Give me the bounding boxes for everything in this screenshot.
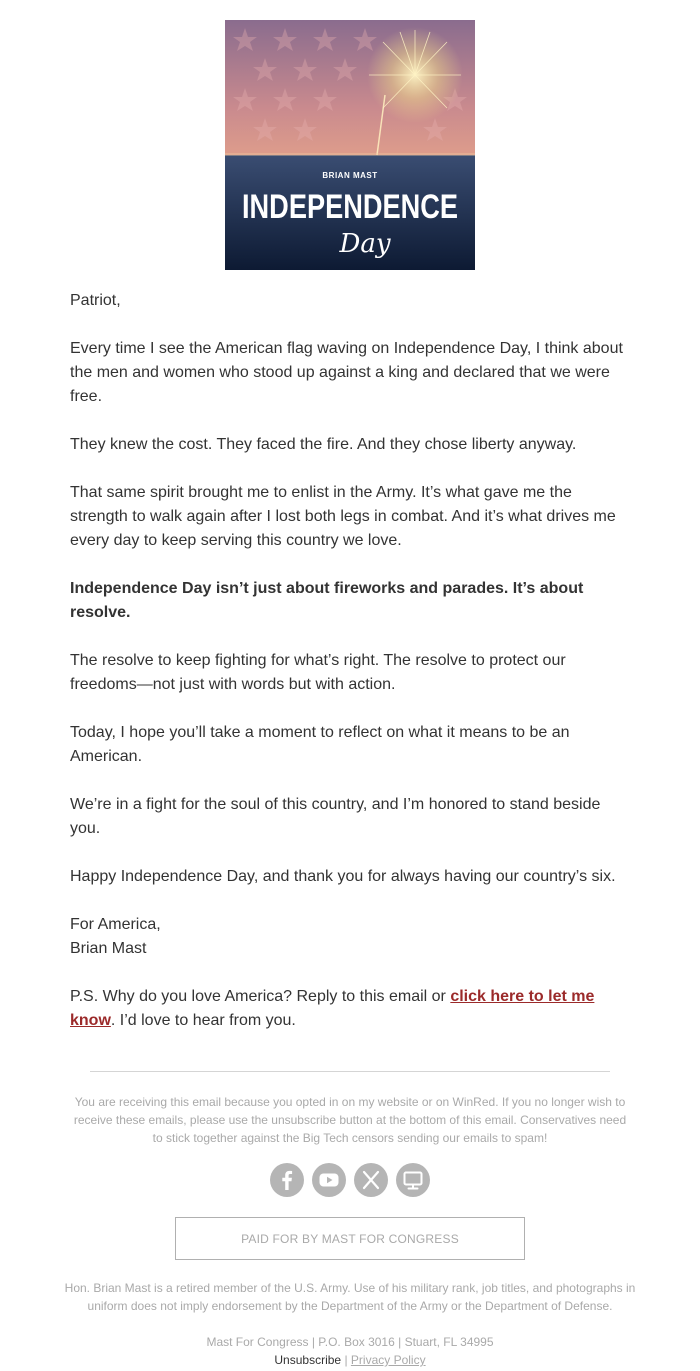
letter-content <box>70 289 630 1057</box>
unsubscribe-link[interactable]: Unsubscribe <box>274 1353 342 1367</box>
privacy-policy-link[interactable]: Privacy Policy <box>350 1353 426 1367</box>
postscript <box>70 985 630 1033</box>
social-links <box>270 1163 430 1197</box>
ps-text-end: . I’d love to hear from you. <box>110 1012 296 1029</box>
independence-day-banner <box>225 20 475 270</box>
banner-title: INDEPENDENCE <box>242 188 458 226</box>
opt-in-disclaimer: You are receiving this email because you opted in on my website or on WinRed. If you no longer wish to receive these emails, please use the unsubscribe button at the bottom of this email. Conservatives need to stick together against the Big Tech censors sending our emails to spam! <box>73 1095 627 1145</box>
paragraph-1: Every time I see the American flag waving on Independence Day, I think about the men and women who stood up against a king and declared that we were free. <box>70 340 623 405</box>
army-disclaimer: Hon. Brian Mast is a retired member of the U.S. Army. Use of his military rank, job titles, and photographs in uniform does not imply endorsement by the Department of the Army or the Department of Defense. <box>64 1281 636 1313</box>
banner-brand: BRIAN MAST <box>322 171 378 180</box>
website-link[interactable] <box>396 1163 430 1197</box>
youtube-icon <box>312 1163 346 1197</box>
link-separator: | <box>344 1353 348 1367</box>
x-icon <box>354 1163 388 1197</box>
paragraph-2: They knew the cost. They faced the fire. And they chose liberty anyway. <box>70 436 577 453</box>
paragraph-bold: Independence Day isn’t just about fireworks and parades. It’s about resolve. <box>70 580 584 621</box>
x-link[interactable] <box>354 1163 388 1197</box>
let-me-know-link[interactable]: click here to let me know <box>70 988 595 1029</box>
mailing-address: Mast For Congress | P.O. Box 3016 | Stuart, FL 34995 <box>206 1335 494 1349</box>
signature: Brian Mast <box>70 940 147 957</box>
banner-image <box>225 20 475 270</box>
website-icon <box>396 1163 430 1197</box>
paid-for-box: PAID FOR BY MAST FOR CONGRESS <box>175 1217 525 1260</box>
signoff-block <box>70 913 630 961</box>
facebook-link[interactable] <box>270 1163 304 1197</box>
paragraph-5: The resolve to keep fighting for what’s right. The resolve to protect our freedoms—not just with words but with action. <box>70 652 566 693</box>
signoff: For America, <box>70 916 161 933</box>
facebook-icon <box>270 1163 304 1197</box>
paragraph-8: Happy Independence Day, and thank you for always having our country’s six. <box>70 868 616 885</box>
youtube-link[interactable] <box>312 1163 346 1197</box>
paragraph-3: That same spirit brought me to enlist in the Army. It’s what gave me the strength to walk again after I lost both legs in combat. And it’s what drives me every day to keep serving this country we love. <box>70 484 616 549</box>
paragraph-6: Today, I hope you’ll take a moment to reflect on what it means to be an American. <box>70 724 570 765</box>
greeting: Patriot, <box>70 292 121 309</box>
footer-divider <box>90 1071 610 1072</box>
ps-text: P.S. Why do you love America? Reply to this email or <box>70 988 451 1005</box>
banner-script: Day <box>339 229 391 259</box>
footer-links <box>60 1351 640 1369</box>
paragraph-7: We’re in a fight for the soul of this country, and I’m honored to stand beside you. <box>70 796 601 837</box>
